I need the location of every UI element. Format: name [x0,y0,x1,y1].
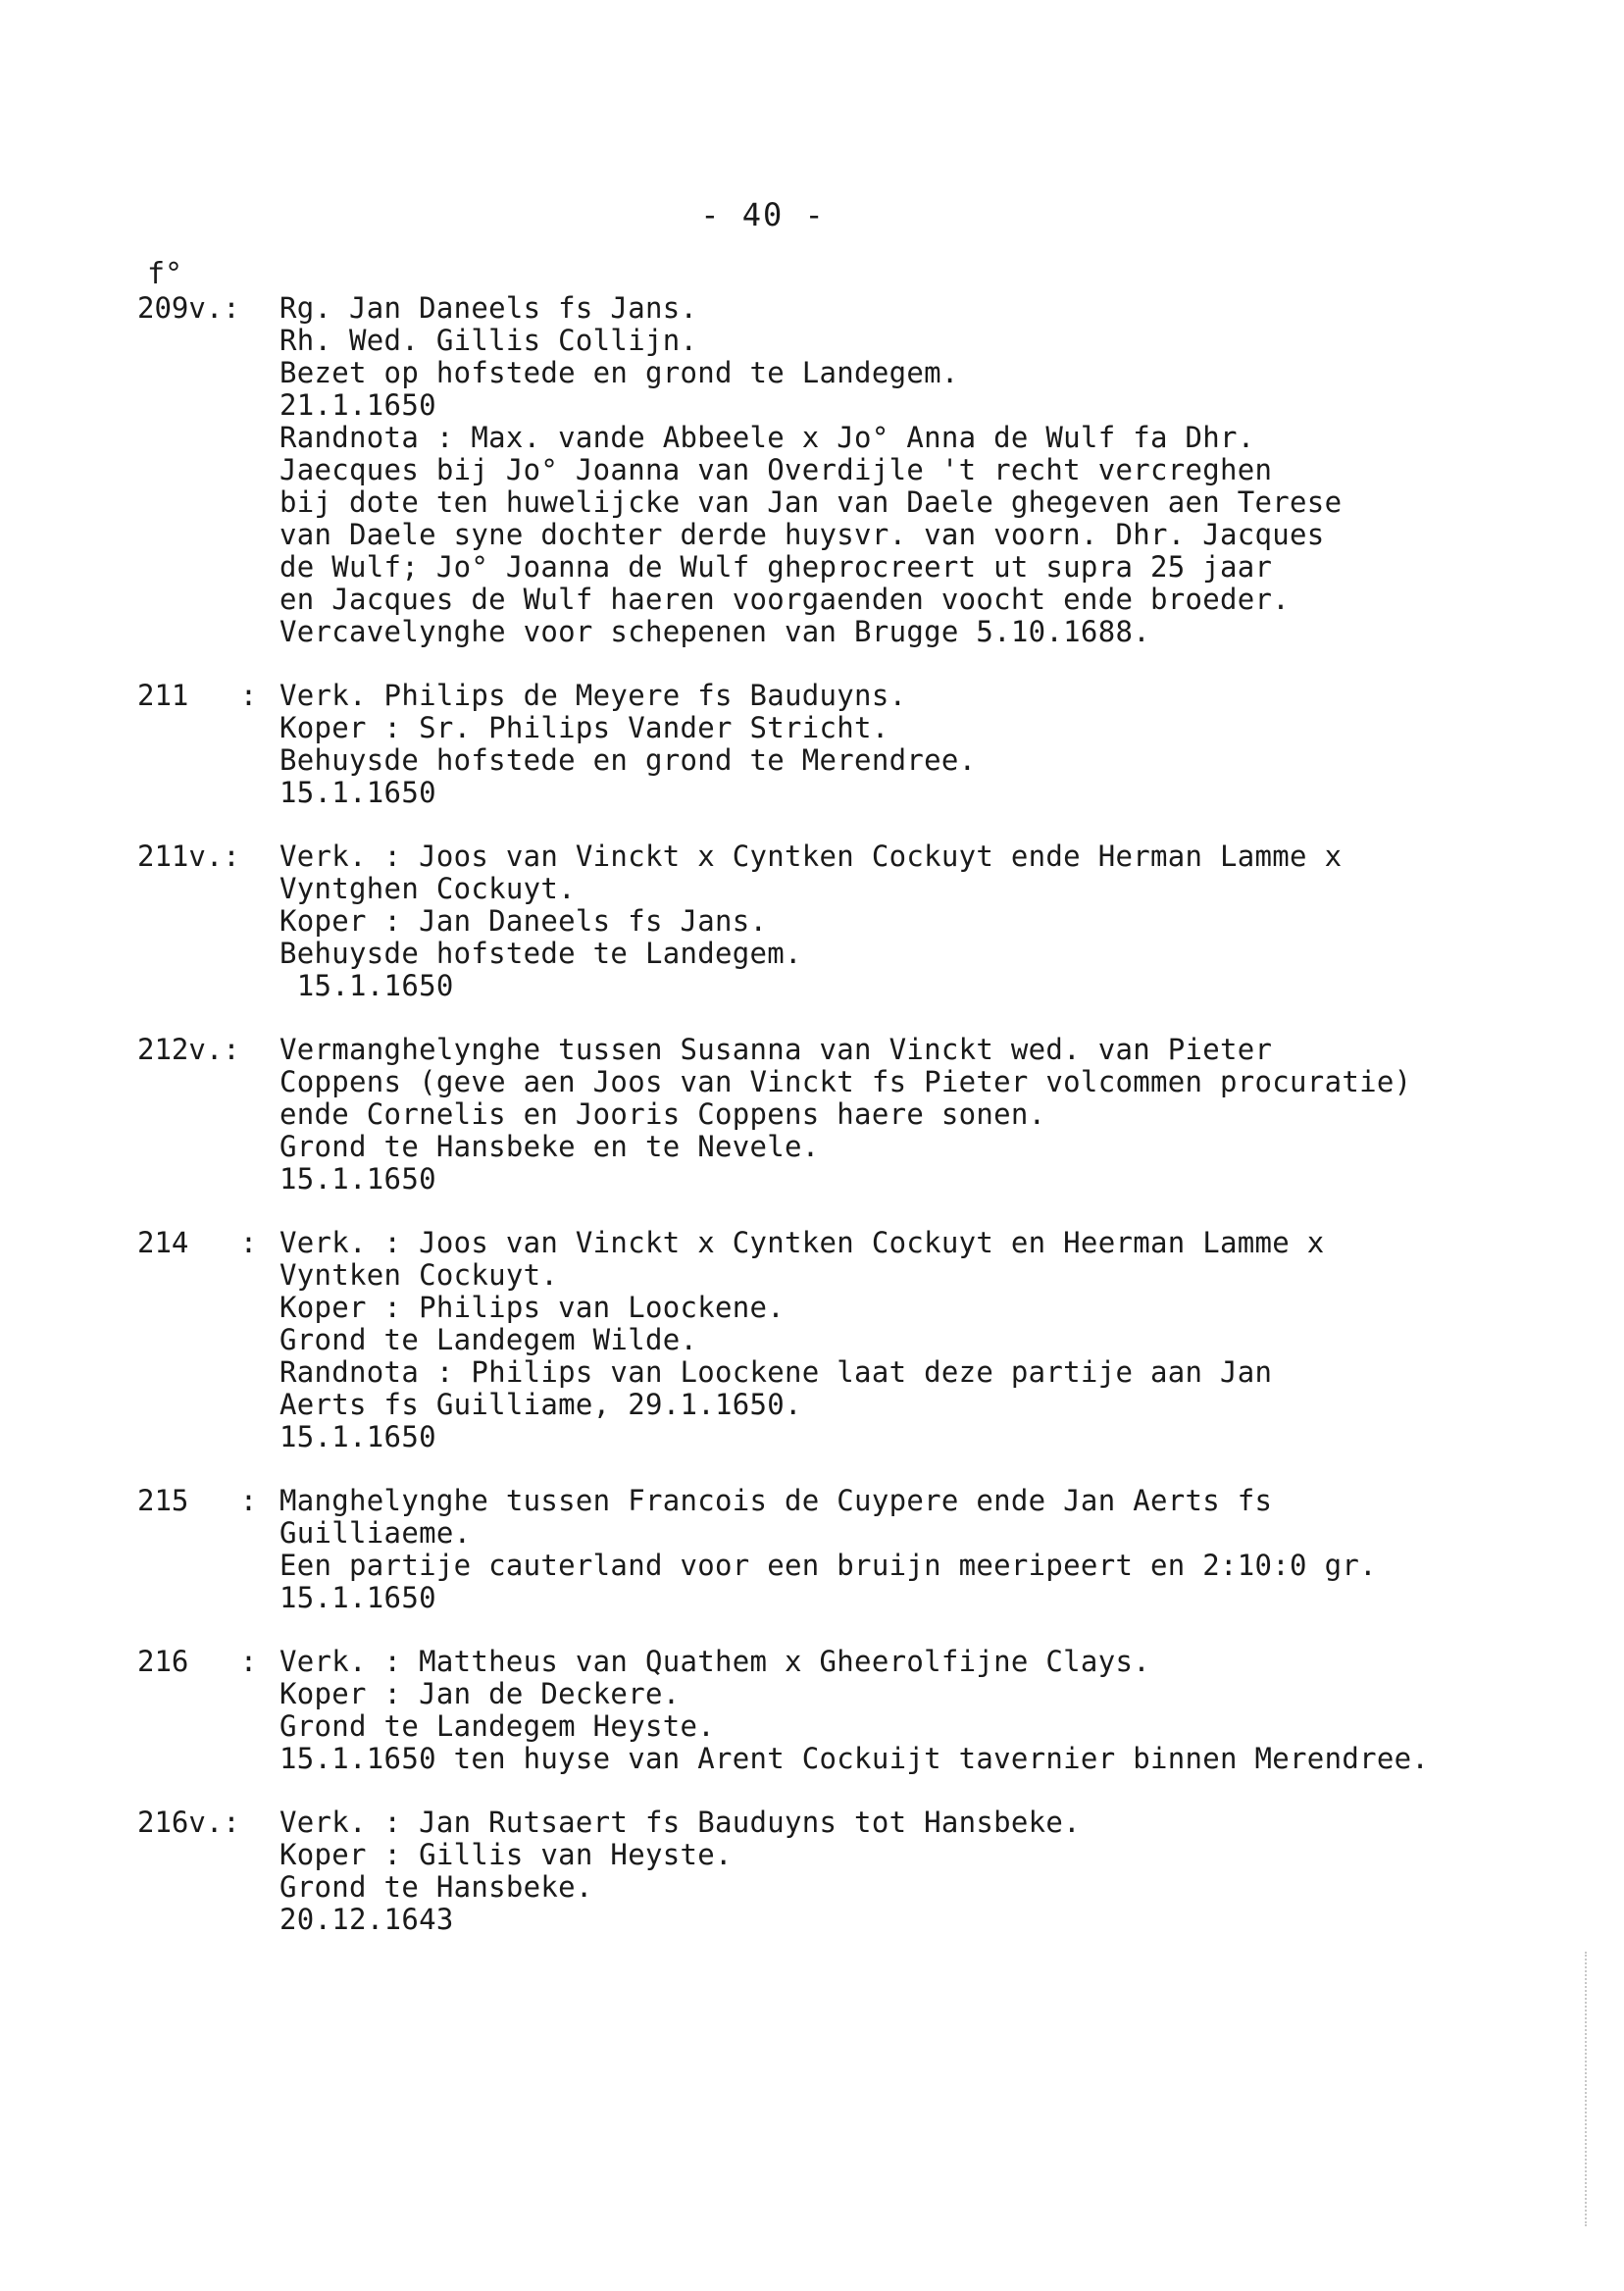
entry-line: en Jacques de Wulf haeren voorgaenden voocht ende broeder. [279,583,1291,616]
entry-label: 216 : [137,1645,258,1678]
entry-line: Koper : Philips van Loockene. [279,1291,786,1324]
entry-line: Koper : Jan Daneels fs Jans. [279,904,768,938]
entry-line: Grond te Landegem Heyste. [279,1709,715,1743]
entry-line: Verk. : Joos van Vinckt x Cyntken Cockuyt en Heerman Lamme x [279,1226,1325,1259]
entry [137,292,1589,648]
entry-line: Vermanghelynghe tussen Susanna van Vinckt wed. van Pieter [279,1033,1273,1066]
entry-line: Jaecques bij Jo° Joanna van Overdijle 't recht vercreghen [279,453,1273,486]
entry-line: Randnota : Max. vande Abbeele x Jo° Anna de Wulf fa Dhr. [279,421,1255,454]
entry [137,1807,1589,1936]
page-number: - 40 - [700,196,826,233]
entry [137,1646,1589,1775]
entry-text [279,292,1589,648]
entry-line: Een partije cauterland voor een bruijn meeripeert en 2:10:0 gr. [279,1549,1377,1582]
entry-text [279,1646,1589,1775]
entry-line: Aerts fs Guilliame, 29.1.1650. [279,1388,802,1421]
entry-text [279,680,1589,809]
entry-line: 15.1.1650 [279,969,454,1002]
entry-line: Grond te Hansbeke en te Nevele. [279,1130,820,1163]
entry-line: Koper : Sr. Philips Vander Stricht. [279,711,889,744]
entry [137,1227,1589,1453]
entry-line: van Daele syne dochter derde huysvr. van voorn. Dhr. Jacques [279,518,1325,551]
entry-label: 215 : [137,1484,258,1517]
entry-line: ende Cornelis en Jooris Coppens haere sonen. [279,1097,1046,1131]
entry-line: 15.1.1650 [279,1581,436,1614]
entry-line: Grond te Landegem Wilde. [279,1323,698,1356]
entry-label: 211 : [137,679,258,712]
entry-line: bij dote ten huwelijcke van Jan van Daele ghegeven aen Terese [279,485,1343,519]
entry-line: Coppens (geve aen Joos van Vinckt fs Pieter volcommen procuratie) [279,1065,1412,1098]
entry-line: 15.1.1650 ten huyse van Arent Cockuijt tavernier binnen Merendree. [279,1742,1430,1775]
entry-label: 209v.: [137,291,240,325]
entry-line: Manghelynghe tussen Francois de Cuypere ende Jan Aerts fs [279,1484,1273,1517]
entry [137,1485,1589,1614]
entry-line: Rh. Wed. Gillis Collijn. [279,324,698,357]
entry-line: Rg. Jan Daneels fs Jans. [279,291,698,325]
entry-line: Verk. : Joos van Vinckt x Cyntken Cockuyt ende Herman Lamme x [279,840,1343,873]
entry-line: 20.12.1643 [279,1903,454,1936]
entry-text [279,1807,1589,1936]
entry [137,1034,1589,1196]
scan-speckle [1585,1952,1589,2226]
entry-line: Verk. : Mattheus van Quathem x Gheerolfijne Clays. [279,1645,1150,1678]
entry-line: Koper : Gillis van Heyste. [279,1838,733,1871]
entry-line: 21.1.1650 [279,388,436,422]
entry-line: de Wulf; Jo° Joanna de Wulf gheprocreert ut supra 25 jaar [279,550,1273,584]
entry-text [279,840,1589,1002]
entry-line: Guilliaeme. [279,1516,472,1550]
entry-line: Grond te Hansbeke. [279,1870,593,1904]
entry-line: 15.1.1650 [279,776,436,809]
entry [137,840,1589,1002]
entry-label: 212v.: [137,1033,240,1066]
entry-line: Verk. : Jan Rutsaert fs Bauduyns tot Hansbeke. [279,1806,1081,1839]
entry-text [279,1485,1589,1614]
entry-text [279,1227,1589,1453]
entry-line: Randnota : Philips van Loockene laat deze partije aan Jan [279,1355,1273,1389]
entries-list [137,292,1589,1967]
entry-line: Vyntghen Cockuyt. [279,872,576,905]
entry-line: Koper : Jan de Deckere. [279,1677,681,1710]
entry-line: Vyntken Cockuyt. [279,1258,559,1292]
entry-line: 15.1.1650 [279,1420,436,1453]
entry-label: 214 : [137,1226,258,1259]
entry-line: 15.1.1650 [279,1162,436,1196]
entry-label: 216v.: [137,1806,240,1839]
entry-line: Bezet op hofstede en grond te Landegem. [279,356,959,389]
entry [137,680,1589,809]
entry-label: 211v.: [137,840,240,873]
entry-text [279,1034,1589,1196]
entry-line: Behuysde hofstede te Landegem. [279,937,802,970]
entry-line: Behuysde hofstede en grond te Merendree. [279,743,977,777]
entry-line: Verk. Philips de Meyere fs Bauduyns. [279,679,907,712]
folio-marker: f° [147,257,183,291]
entry-line: Vercavelynghe voor schepenen van Brugge 5.10.1688. [279,615,1150,648]
